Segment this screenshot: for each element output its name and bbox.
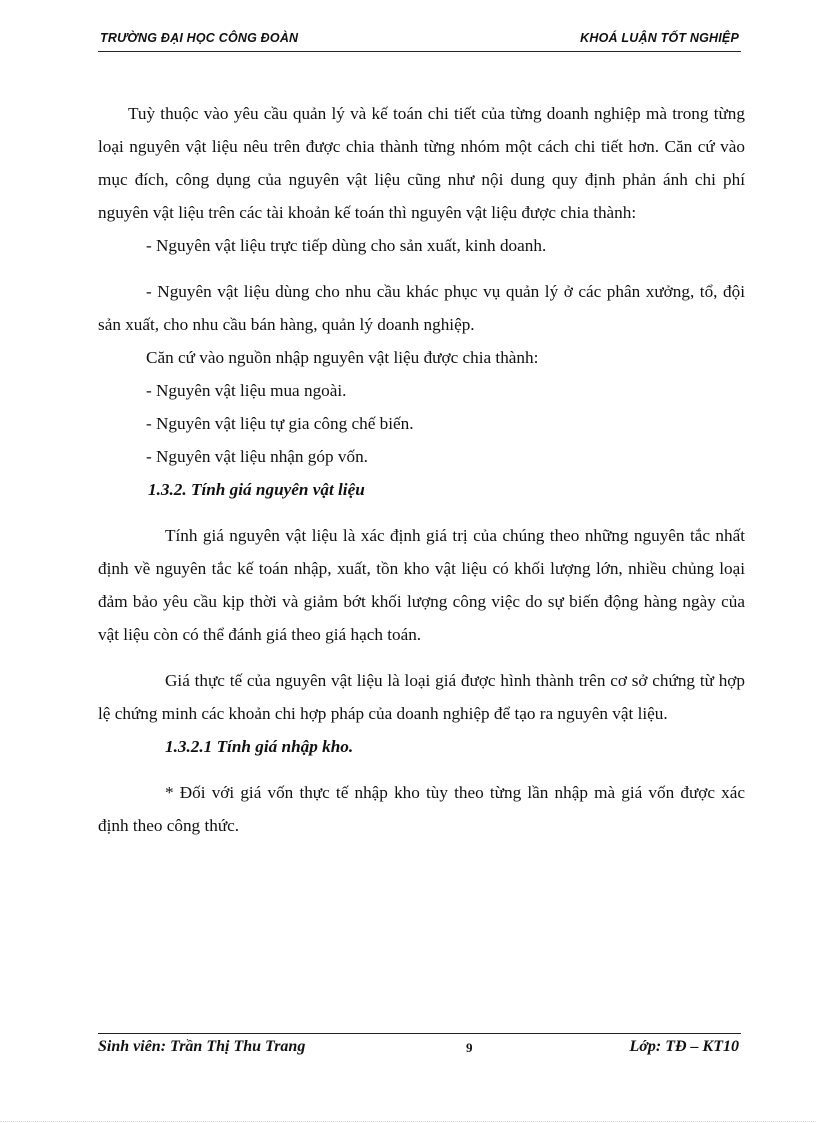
footer-class: Lớp: TĐ – KT10 xyxy=(629,1038,739,1055)
header-university: TRƯỜNG ĐẠI HỌC CÔNG ĐOÀN xyxy=(100,31,299,45)
list-item: - Nguyên vật liệu tự gia công chế biến. xyxy=(146,414,414,433)
list-item: - Nguyên vật liệu trực tiếp dùng cho sản xuất, kinh doanh. xyxy=(146,236,547,255)
paragraph-source: Căn cứ vào nguồn nhập nguyên vật liệu được chia thành: xyxy=(146,348,539,367)
list-item: - Nguyên vật liệu mua ngoài. xyxy=(146,381,347,400)
page-footer xyxy=(98,1033,741,1062)
page-number: 9 xyxy=(466,1040,473,1055)
list-item: - Nguyên vật liệu dùng cho nhu cầu khác phục vụ quản lý ở các phân xưởng, tổ, đội sản xuất, cho nhu cầu bán hàng, quản lý doanh nghiệp. xyxy=(98,282,745,334)
section-heading: 1.3.2. Tính giá nguyên vật liệu xyxy=(148,480,365,499)
page-edge-divider xyxy=(0,1121,816,1122)
paragraph-formula: * Đối với giá vốn thực tế nhập kho tùy theo từng lần nhập mà giá vốn được xác định theo công thức. xyxy=(98,783,745,835)
paragraph-pricing: Tính giá nguyên vật liệu là xác định giá trị của chúng theo những nguyên tắc nhất định về nguyên tắc kế toán nhập, xuất, tồn kho vật liệu có khối lượng lớn, nhiều chủng loại đảm bảo yêu cầu kịp thời và giảm bớt khối lượng công việc do sự biến động hàng ngày của vật liệu còn có thể đánh giá theo giá hạch toán. xyxy=(98,526,745,644)
header-thesis-title: KHOÁ LUẬN TỐT NGHIỆP xyxy=(580,31,739,45)
subsection-heading: 1.3.2.1 Tính giá nhập kho. xyxy=(165,737,354,756)
footer-student: Sinh viên: Trần Thị Thu Trang xyxy=(98,1038,306,1055)
paragraph-classification: Tuỳ thuộc vào yêu cầu quản lý và kế toán chi tiết của từng doanh nghiệp mà trong từng loại nguyên vật liệu nêu trên được chia thành từng nhóm một cách chi tiết hơn. Căn cứ vào mục đích, công dụng của nguyên vật liệu cũng như nội dung quy định phản ánh chi phí nguyên vật liệu trên các tài khoản kế toán thì nguyên vật liệu được chia thành: xyxy=(98,104,745,222)
page-header xyxy=(98,29,741,52)
list-item: - Nguyên vật liệu nhận góp vốn. xyxy=(146,447,368,466)
paragraph-actual-price: Giá thực tế của nguyên vật liệu là loại giá được hình thành trên cơ sở chứng từ hợp lệ chứng minh các khoản chi hợp pháp của doanh nghiệp để tạo ra nguyên vật liệu. xyxy=(98,671,745,723)
document-body xyxy=(98,97,745,842)
